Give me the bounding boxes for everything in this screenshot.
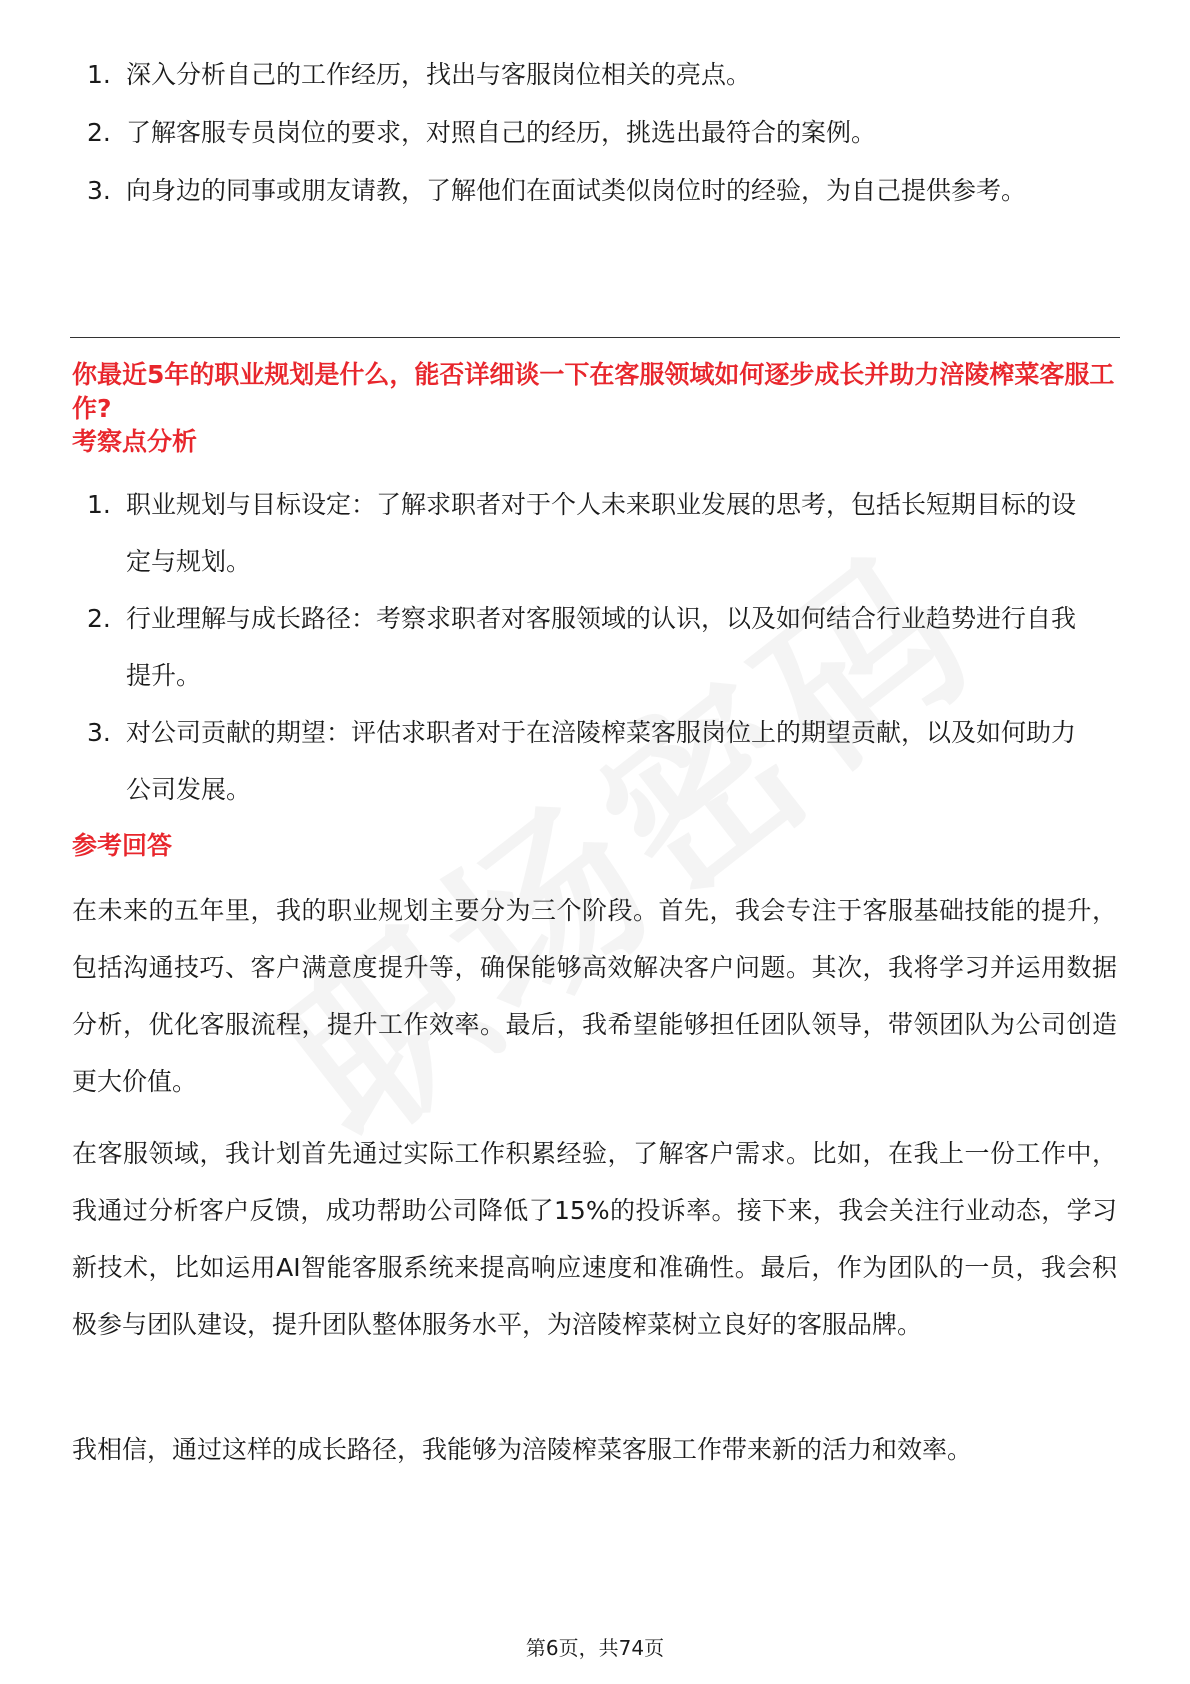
list-number: 1.: [87, 60, 111, 89]
answer-title: 参考回答: [72, 831, 173, 860]
analysis-list: [0, 476, 1086, 818]
list-text: 对公司贡献的期望：评估求职者对于在涪陵榨菜客服岗位上的期望贡献，以及如何助力公司发展。: [126, 718, 1077, 804]
list-number: 3.: [87, 176, 111, 205]
list-number: 2.: [87, 604, 111, 633]
list-item: [0, 104, 1086, 161]
list-text: 向身边的同事或朋友请教，了解他们在面试类似岗位时的经验，为自己提供参考。: [126, 176, 1027, 205]
list-item: [0, 476, 1086, 590]
top-list: [0, 46, 1086, 219]
list-item: [0, 704, 1086, 818]
analysis-title: 考察点分析: [72, 427, 198, 456]
answer-paragraph: 我相信，通过这样的成长路径，我能够为涪陵榨菜客服工作带来新的活力和效率。: [72, 1435, 973, 1464]
list-text: 行业理解与成长路径：考察求职者对客服领域的认识，以及如何结合行业趋势进行自我提升。: [126, 604, 1077, 690]
list-text: 职业规划与目标设定：了解求职者对于个人未来职业发展的思考，包括长短期目标的设定与规划。: [126, 490, 1077, 576]
answer-paragraph: 在客服领域，我计划首先通过实际工作积累经验，了解客户需求。比如，在我上一份工作中，我通过分析客户反馈，成功帮助公司降低了15%的投诉率。接下来，我会关注行业动态，学习新技术，比如运用AI智能客服系统来提高响应速度和准确性。最后，作为团队的一员，我会积极参与团队建设，提升团队整体服务水平，为涪陵榨菜树立良好的客服品牌。: [72, 1139, 1117, 1339]
list-item: [0, 46, 1086, 103]
list-number: 1.: [87, 490, 111, 519]
list-text: 了解客服专员岗位的要求，对照自己的经历，挑选出最符合的案例。: [126, 118, 877, 147]
list-number: 3.: [87, 718, 111, 747]
list-text: 深入分析自己的工作经历，找出与客服岗位相关的亮点。: [126, 60, 752, 89]
list-item: [0, 590, 1086, 704]
page-footer: 第6页，共74页: [525, 1636, 665, 1660]
answer-paragraph: 在未来的五年里，我的职业规划主要分为三个阶段。首先，我会专注于客服基础技能的提升，包括沟通技巧、客户满意度提升等，确保能够高效解决客户问题。其次，我将学习并运用数据分析，优化客服流程，提升工作效率。最后，我希望能够担任团队领导，带领团队为公司创造更大价值。: [72, 896, 1117, 1096]
list-item: [0, 162, 1086, 219]
interview-question: 你最近5年的职业规划是什么，能否详细谈一下在客服领域如何逐步成长并助力涪陵榨菜客服工作?: [72, 360, 1115, 423]
section-divider: [70, 337, 1120, 338]
list-number: 2.: [87, 118, 111, 147]
